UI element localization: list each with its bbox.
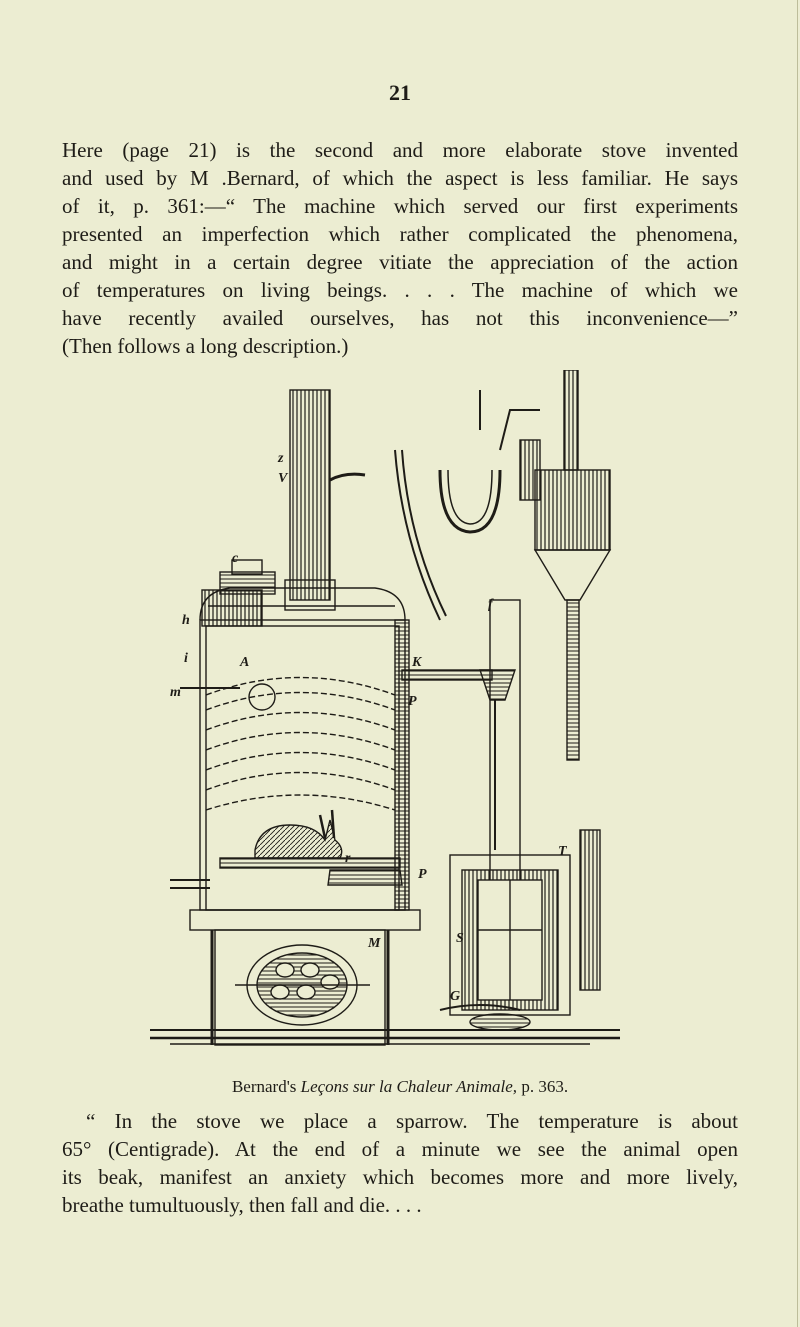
- text-line: of it, p. 361:—“ The machine which served our first experiments: [62, 194, 738, 218]
- text-line: presented an imperfection which rather complicated the phenomena,: [62, 222, 738, 246]
- figure-caption: [0, 1077, 800, 1097]
- figure-label-m-box: M: [368, 936, 381, 951]
- text-line: have recently availed ourselves, has not this inconvenience—”: [62, 306, 738, 330]
- figure-label-v: V: [278, 471, 288, 486]
- figure-label-z: z: [278, 451, 284, 466]
- paragraph-intro: [62, 136, 738, 360]
- figure-label-m-left: m: [170, 685, 181, 700]
- figure-label-t: T: [558, 844, 567, 859]
- text-line: breathe tumultuously, then fall and die. . . .: [62, 1193, 422, 1217]
- stove-engraving: [140, 370, 630, 1070]
- figure-label-s: S: [456, 931, 464, 946]
- figure-label-k: K: [412, 655, 422, 670]
- figure-label-a: A: [240, 655, 250, 670]
- page-edge-line: [797, 0, 798, 1327]
- text-line: and might in a certain degree vitiate the appreciation of the action: [62, 250, 738, 274]
- text-line: and used by M .Bernard, of which the aspect is less familiar. He says: [62, 166, 738, 190]
- figure-label-g: G: [450, 989, 461, 1004]
- figure-label-f: f: [488, 597, 493, 612]
- figure-label-r: r: [345, 851, 351, 866]
- caption-title: Leçons sur la Chaleur Animale,: [300, 1077, 518, 1096]
- text-line: its beak, manifest an anxiety which becomes more and more lively,: [62, 1165, 738, 1189]
- figure-label-i: i: [184, 651, 188, 666]
- text-line: Here (page 21) is the second and more elaborate stove invented: [62, 138, 738, 162]
- caption-author: Bernard's: [231, 1077, 301, 1096]
- text-line: (Then follows a long description.): [62, 334, 349, 358]
- figure-label-p-upper: P: [408, 694, 417, 709]
- text-line: of temperatures on living beings. . . . The machine of which we: [62, 278, 738, 302]
- page-number: 21: [389, 80, 411, 105]
- text-line: “ In the stove we place a sparrow. The temperature is about: [86, 1109, 738, 1133]
- text-line: 65° (Centigrade). At the end of a minute we see the animal open: [62, 1137, 738, 1161]
- figure-label-c: c: [232, 551, 239, 566]
- caption-page: p. 363.: [517, 1077, 569, 1096]
- figure-label-p-lower: P: [418, 867, 427, 882]
- paragraph-quote: [62, 1107, 738, 1219]
- figure-label-h: h: [182, 613, 190, 628]
